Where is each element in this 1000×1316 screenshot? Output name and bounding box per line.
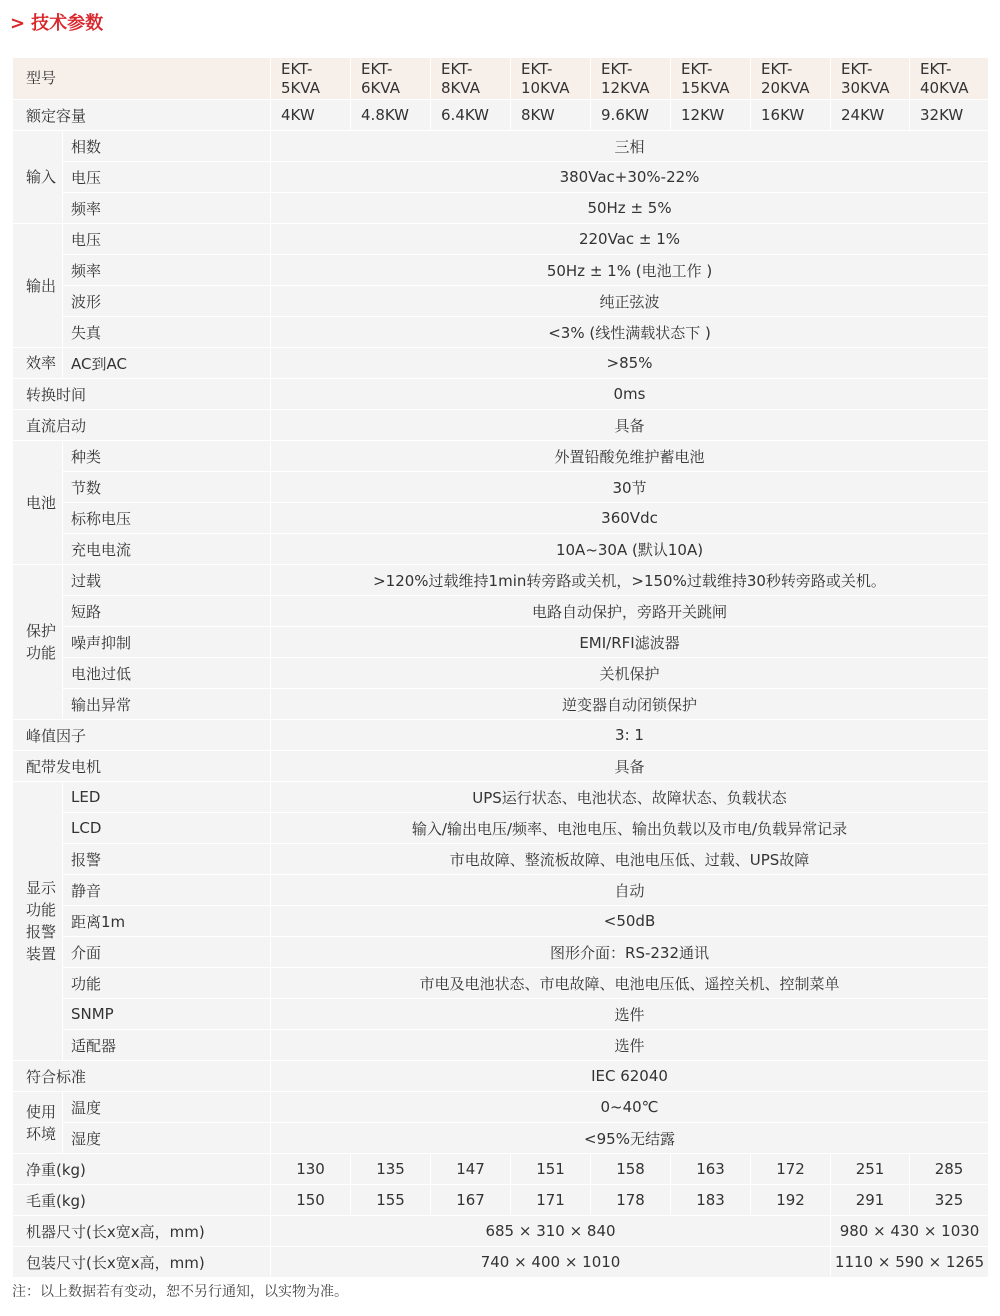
page-title <box>10 10 103 38</box>
value-cell: 输入/输出电压/频率、电池电压、输出负载以及市电/负载异常记录 <box>271 813 989 844</box>
table-row <box>13 224 989 255</box>
group-label: 输出 <box>13 224 63 348</box>
sub-label: 适配器 <box>63 1030 271 1061</box>
weight-cell: 147 <box>431 1154 511 1185</box>
value-cell: <95%无结露 <box>271 1123 989 1154</box>
table-row <box>13 503 989 534</box>
group-label: 效率 <box>13 348 63 379</box>
table-row <box>13 968 989 999</box>
row-label: 型号 <box>13 58 271 100</box>
row-label: 直流启动 <box>13 410 271 441</box>
weight-cell: 158 <box>591 1154 671 1185</box>
table-row <box>13 937 989 968</box>
capacity-cell: 4KW <box>271 100 351 131</box>
value-cell: 30节 <box>271 472 989 503</box>
capacity-cell: 6.4KW <box>431 100 511 131</box>
table-row <box>13 1247 989 1278</box>
table-row <box>13 472 989 503</box>
table-row <box>13 1185 989 1216</box>
table-row <box>13 131 989 162</box>
table-row <box>13 410 989 441</box>
sub-label: LCD <box>63 813 271 844</box>
table-row <box>13 1154 989 1185</box>
sub-label: 过载 <box>63 565 271 596</box>
row-label: 配带发电机 <box>13 751 271 782</box>
table-row <box>13 999 989 1030</box>
value-cell: 市电故障、整流板故障、电池电压低、过载、UPS故障 <box>271 844 989 875</box>
weight-cell: 285 <box>910 1154 989 1185</box>
group-label: 电池 <box>13 441 63 565</box>
sub-label: 标称电压 <box>63 503 271 534</box>
model-cell: EKT- 15KVA <box>671 58 751 100</box>
row-label: 符合标准 <box>13 1061 271 1092</box>
sub-label: 电压 <box>63 162 271 193</box>
table-row <box>13 1030 989 1061</box>
table-row <box>13 255 989 286</box>
table-row <box>13 1216 989 1247</box>
table-row <box>13 906 989 937</box>
sub-label: LED <box>63 782 271 813</box>
row-label: 包装尺寸(长x宽x高，mm) <box>13 1247 271 1278</box>
sub-label: 静音 <box>63 875 271 906</box>
sub-label: 失真 <box>63 317 271 348</box>
table-row <box>13 1061 989 1092</box>
value-cell: 50Hz ± 5% <box>271 193 989 224</box>
weight-cell: 167 <box>431 1185 511 1216</box>
value-cell: <3% (线性满载状态下 ) <box>271 317 989 348</box>
size-cell: 980 × 430 × 1030 <box>831 1216 989 1247</box>
model-cell: EKT- 40KVA <box>910 58 989 100</box>
weight-cell: 163 <box>671 1154 751 1185</box>
table-row <box>13 193 989 224</box>
table-row <box>13 782 989 813</box>
sub-label: AC到AC <box>63 348 271 379</box>
table-row <box>13 689 989 720</box>
group-label: 输入 <box>13 131 63 224</box>
value-cell: 360Vdc <box>271 503 989 534</box>
weight-cell: 150 <box>271 1185 351 1216</box>
sub-label: 湿度 <box>63 1123 271 1154</box>
row-label: 额定容量 <box>13 100 271 131</box>
row-label: 转换时间 <box>13 379 271 410</box>
weight-cell: 291 <box>831 1185 910 1216</box>
page-title-text: 技术参数 <box>31 13 104 34</box>
sub-label: 短路 <box>63 596 271 627</box>
value-cell: 50Hz ± 1% (电池工作 ) <box>271 255 989 286</box>
table-row <box>13 100 989 131</box>
table-row <box>13 1123 989 1154</box>
weight-cell: 325 <box>910 1185 989 1216</box>
value-cell: 3: 1 <box>271 720 989 751</box>
model-cell: EKT- 6KVA <box>351 58 431 100</box>
value-cell: 220Vac ± 1% <box>271 224 989 255</box>
weight-cell: 183 <box>671 1185 751 1216</box>
value-cell: 逆变器自动闭锁保护 <box>271 689 989 720</box>
value-cell: >120%过载维持1min转旁路或关机，>150%过载维持30秒转旁路或关机。 <box>271 565 989 596</box>
table-row <box>13 58 989 100</box>
sub-label: 频率 <box>63 193 271 224</box>
value-cell: 电路自动保护，旁路开关跳闸 <box>271 596 989 627</box>
sub-label: 相数 <box>63 131 271 162</box>
size-cell: 685 × 310 × 840 <box>271 1216 831 1247</box>
group-label: 使用 环境 <box>13 1092 63 1154</box>
value-cell: <50dB <box>271 906 989 937</box>
sub-label: 介面 <box>63 937 271 968</box>
sub-label: 功能 <box>63 968 271 999</box>
model-cell: EKT- 5KVA <box>271 58 351 100</box>
value-cell: 市电及电池状态、市电故障、电池电压低、遥控关机、控制菜单 <box>271 968 989 999</box>
row-label: 机器尺寸(长x宽x高，mm) <box>13 1216 271 1247</box>
value-cell: 选件 <box>271 1030 989 1061</box>
table-row <box>13 596 989 627</box>
row-label: 净重(kg) <box>13 1154 271 1185</box>
sub-label: 种类 <box>63 441 271 472</box>
sub-label: 温度 <box>63 1092 271 1123</box>
weight-cell: 251 <box>831 1154 910 1185</box>
capacity-cell: 24KW <box>831 100 910 131</box>
value-cell: 具备 <box>271 751 989 782</box>
size-cell: 1110 × 590 × 1265 <box>831 1247 989 1278</box>
value-cell: 三相 <box>271 131 989 162</box>
model-cell: EKT- 30KVA <box>831 58 910 100</box>
table-row <box>13 875 989 906</box>
table-row <box>13 565 989 596</box>
value-cell: 图形介面：RS-232通讯 <box>271 937 989 968</box>
weight-cell: 155 <box>351 1185 431 1216</box>
sub-label: 距离1m <box>63 906 271 937</box>
sub-label: 频率 <box>63 255 271 286</box>
value-cell: 选件 <box>271 999 989 1030</box>
model-cell: EKT- 10KVA <box>511 58 591 100</box>
table-row <box>13 441 989 472</box>
row-label: 峰值因子 <box>13 720 271 751</box>
capacity-cell: 4.8KW <box>351 100 431 131</box>
sub-label: 报警 <box>63 844 271 875</box>
value-cell: UPS运行状态、电池状态、故障状态、负载状态 <box>271 782 989 813</box>
table-row <box>13 627 989 658</box>
weight-cell: 135 <box>351 1154 431 1185</box>
model-cell: EKT- 20KVA <box>751 58 831 100</box>
capacity-cell: 12KW <box>671 100 751 131</box>
model-cell: EKT- 12KVA <box>591 58 671 100</box>
size-cell: 740 × 400 × 1010 <box>271 1247 831 1278</box>
sub-label: SNMP <box>63 999 271 1030</box>
weight-cell: 171 <box>511 1185 591 1216</box>
sub-label: 充电电流 <box>63 534 271 565</box>
sub-label: 波形 <box>63 286 271 317</box>
table-row <box>13 1092 989 1123</box>
table-row <box>13 379 989 410</box>
table-row <box>13 162 989 193</box>
chevron-right-icon: > <box>10 13 26 34</box>
weight-cell: 172 <box>751 1154 831 1185</box>
table-row <box>13 813 989 844</box>
weight-cell: 178 <box>591 1185 671 1216</box>
table-row <box>13 751 989 782</box>
table-row <box>13 534 989 565</box>
value-cell: 0ms <box>271 379 989 410</box>
sub-label: 电压 <box>63 224 271 255</box>
table-row <box>13 658 989 689</box>
value-cell: 关机保护 <box>271 658 989 689</box>
sub-label: 输出异常 <box>63 689 271 720</box>
value-cell: >85% <box>271 348 989 379</box>
weight-cell: 192 <box>751 1185 831 1216</box>
weight-cell: 151 <box>511 1154 591 1185</box>
value-cell: 自动 <box>271 875 989 906</box>
group-label: 保护 功能 <box>13 565 63 720</box>
table-row <box>13 286 989 317</box>
capacity-cell: 32KW <box>910 100 989 131</box>
weight-cell: 130 <box>271 1154 351 1185</box>
value-cell: 10A~30A (默认10A) <box>271 534 989 565</box>
value-cell: 0~40℃ <box>271 1092 989 1123</box>
value-cell: 具备 <box>271 410 989 441</box>
value-cell: 外置铅酸免维护蓄电池 <box>271 441 989 472</box>
capacity-cell: 9.6KW <box>591 100 671 131</box>
value-cell: 380Vac+30%-22% <box>271 162 989 193</box>
value-cell: IEC 62040 <box>271 1061 989 1092</box>
sub-label: 噪声抑制 <box>63 627 271 658</box>
model-cell: EKT- 8KVA <box>431 58 511 100</box>
group-label: 显示 功能 报警 装置 <box>13 782 63 1061</box>
value-cell: EMI/RFI滤波器 <box>271 627 989 658</box>
sub-label: 节数 <box>63 472 271 503</box>
table-row <box>13 844 989 875</box>
spec-table <box>12 57 989 1278</box>
value-cell: 纯正弦波 <box>271 286 989 317</box>
capacity-cell: 16KW <box>751 100 831 131</box>
table-row <box>13 348 989 379</box>
footnote: 注：以上数据若有变动，恕不另行通知，以实物为准。 <box>12 1284 348 1300</box>
capacity-cell: 8KW <box>511 100 591 131</box>
row-label: 毛重(kg) <box>13 1185 271 1216</box>
sub-label: 电池过低 <box>63 658 271 689</box>
table-row <box>13 317 989 348</box>
table-row <box>13 720 989 751</box>
